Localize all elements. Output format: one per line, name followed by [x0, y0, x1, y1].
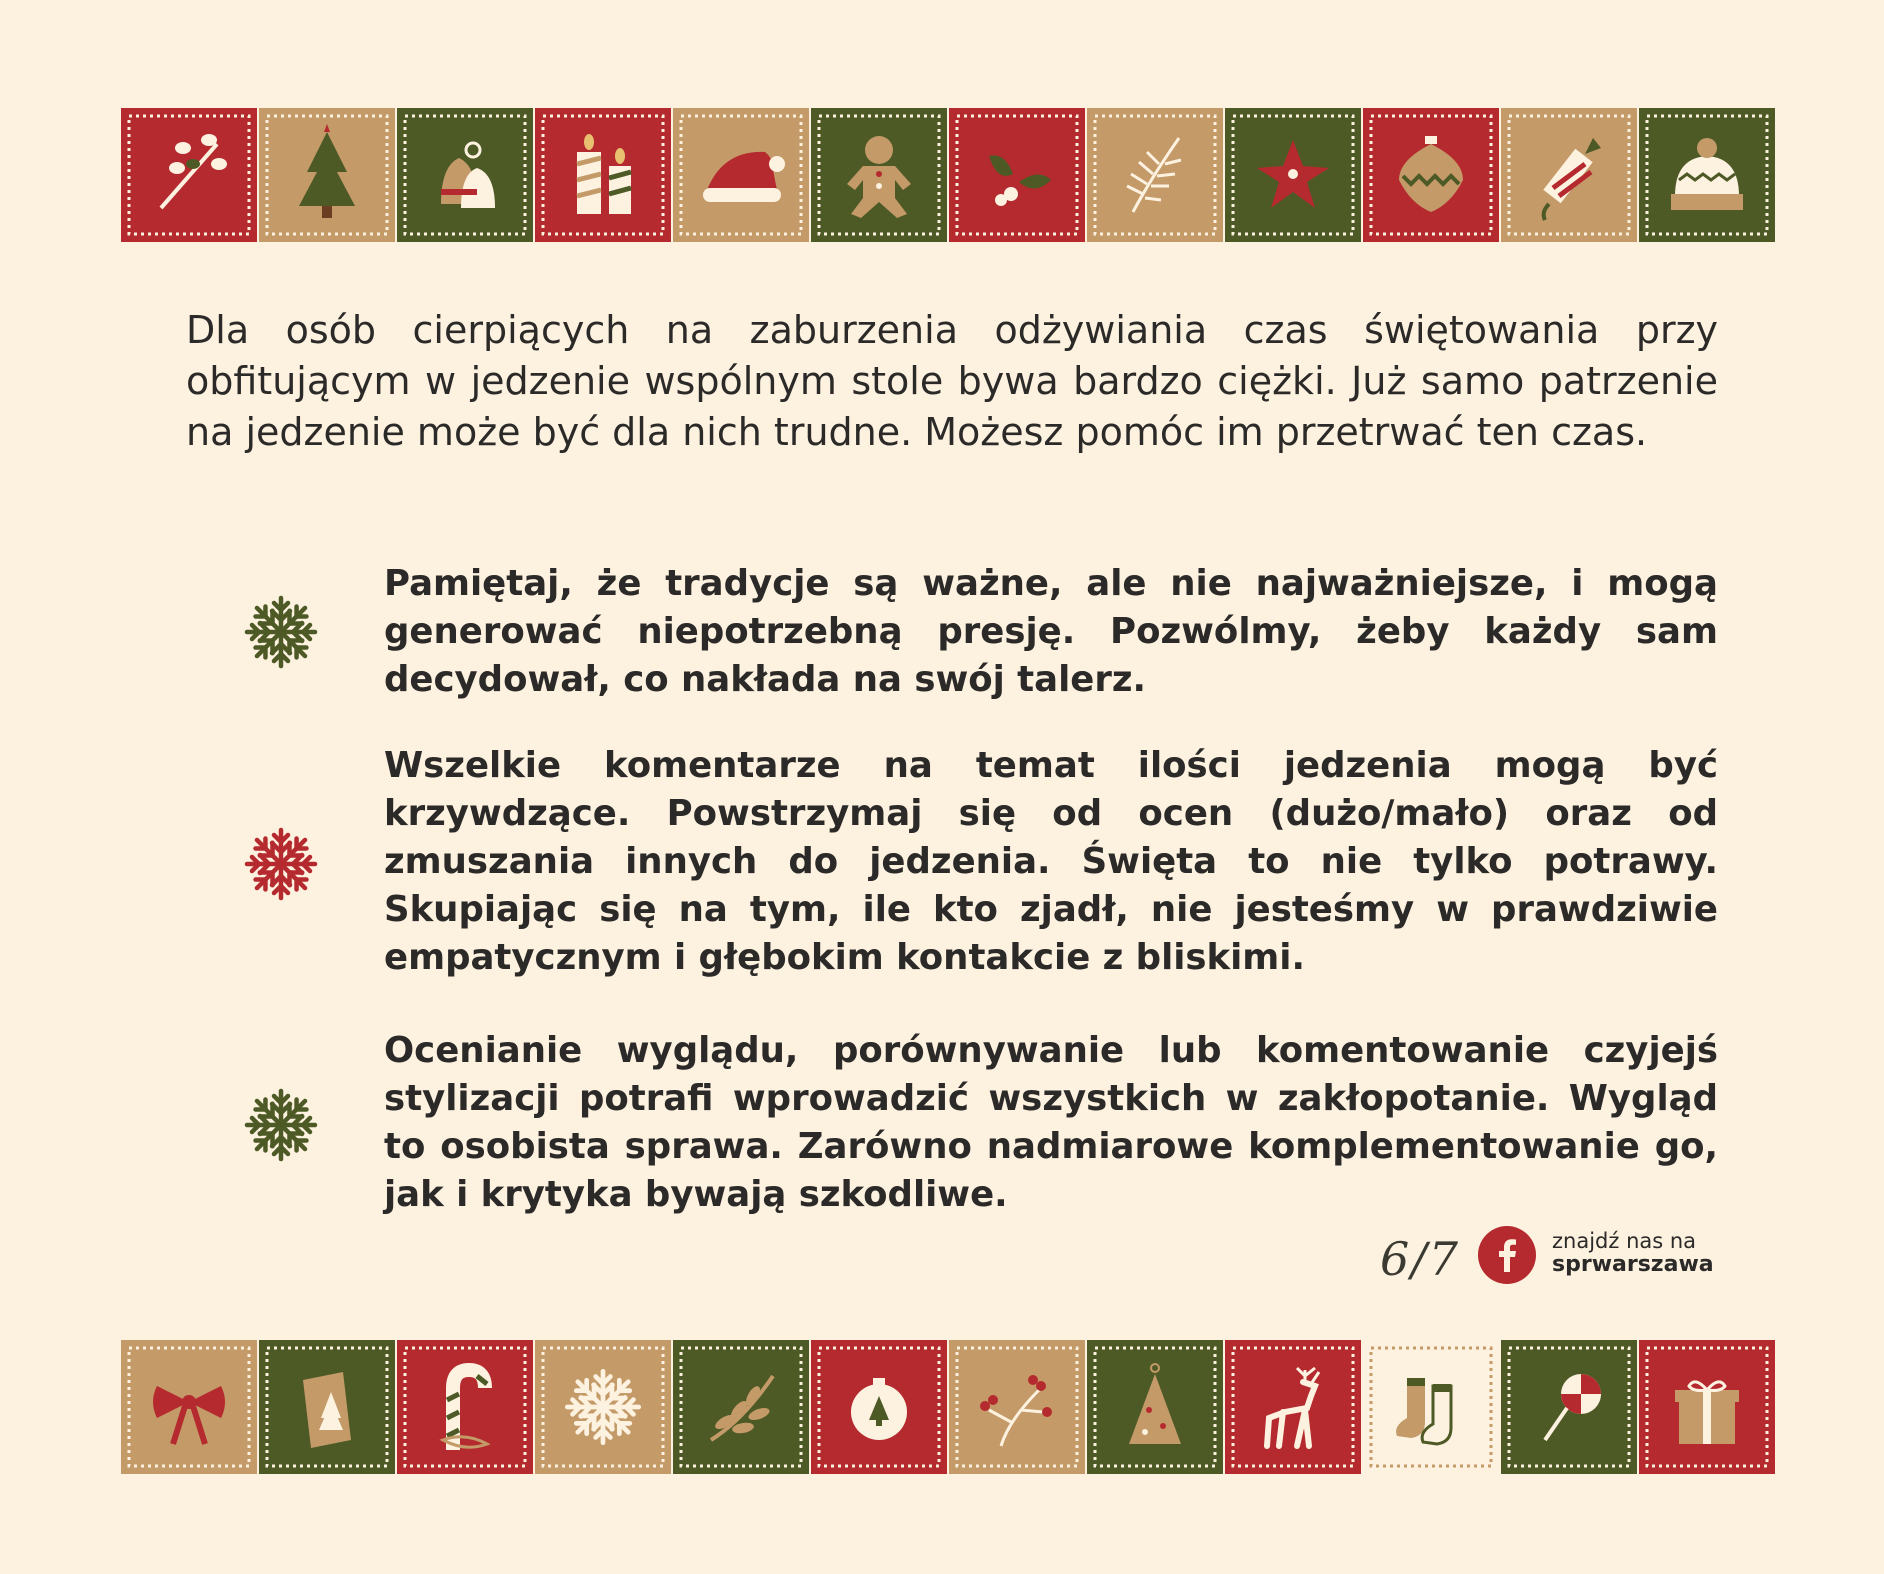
berry-twig-icon	[949, 1340, 1085, 1474]
facebook-icon[interactable]	[1478, 1226, 1536, 1284]
candy-cane-icon	[397, 1340, 533, 1474]
socks-icon	[1363, 1340, 1499, 1474]
snowflake-icon	[243, 826, 319, 902]
snowflake-icon	[243, 1087, 319, 1163]
holly-icon	[949, 108, 1085, 242]
leafy-branch-icon	[673, 1340, 809, 1474]
reindeer-icon	[1225, 1340, 1361, 1474]
bow-icon	[121, 1340, 257, 1474]
ornament-ball-icon	[811, 1340, 947, 1474]
intro-paragraph: Dla osób cierpiących na zaburzenia odżywiania czas świętowania przy obfitującym w jedzenie wspólnym stole bywa bardzo ciężki. Już samo patrzenie na jedzenie może być dla nich trudne. Możesz pomóc im przetrwać ten czas.	[186, 308, 1718, 454]
firework-rocket-icon	[1501, 108, 1637, 242]
fir-branch-icon	[1087, 108, 1223, 242]
bauble-icon	[1363, 108, 1499, 242]
bells-icon	[397, 108, 533, 242]
gift-box-icon	[1639, 1340, 1775, 1474]
bottom-stamp-border	[121, 1340, 1775, 1474]
berries-branch-icon	[121, 108, 257, 242]
snowflake-icon	[535, 1340, 671, 1474]
winter-hat-icon	[1639, 108, 1775, 242]
santa-hat-icon	[673, 108, 809, 242]
tip-food-comments: Wszelkie komentarze na temat ilości jedzenia mogą być krzywdzące. Powstrzymaj się od ocen (dużo/mało) oraz od zmuszania innych do jedzenia. Święta to nie tylko potrawy. Skupiając się na tym, ile kto zjadł, nie jesteśmy w prawdziwie empatycznym i głębokim kontakcie z bliskimi.	[384, 745, 1718, 978]
snowflake-icon	[243, 594, 319, 670]
poinsettia-icon	[1225, 108, 1361, 242]
footer-caption: znajdź nas na	[1552, 1229, 1697, 1253]
candles-icon	[535, 108, 671, 242]
footer-handle: sprwarszawa	[1552, 1252, 1714, 1277]
lollipop-icon	[1501, 1340, 1637, 1474]
tip-tradition: Pamiętaj, że tradycje są ważne, ale nie najważniejsze, i mogą generować niepotrzebną presję. Pozwólmy, żeby każdy sam decydował, co nakłada na swój talerz.	[384, 563, 1718, 700]
top-stamp-border	[121, 108, 1775, 242]
facebook-link[interactable]	[1552, 1229, 1714, 1277]
christmas-tree-ornament-icon	[1087, 1340, 1223, 1474]
gingerbread-man-icon	[811, 108, 947, 242]
greeting-card-icon	[259, 1340, 395, 1474]
christmas-tree-icon	[259, 108, 395, 242]
tip-appearance: Ocenianie wyglądu, porównywanie lub komentowanie czyjejś stylizacji potrafi wprowadzić wszystkich w zakłopotanie. Wygląd to osobista sprawa. Zarówno nadmiarowe komplementowanie go, jak i krytyka bywają szkodliwe.	[384, 1030, 1718, 1215]
page-number: 6/7	[1380, 1232, 1461, 1286]
